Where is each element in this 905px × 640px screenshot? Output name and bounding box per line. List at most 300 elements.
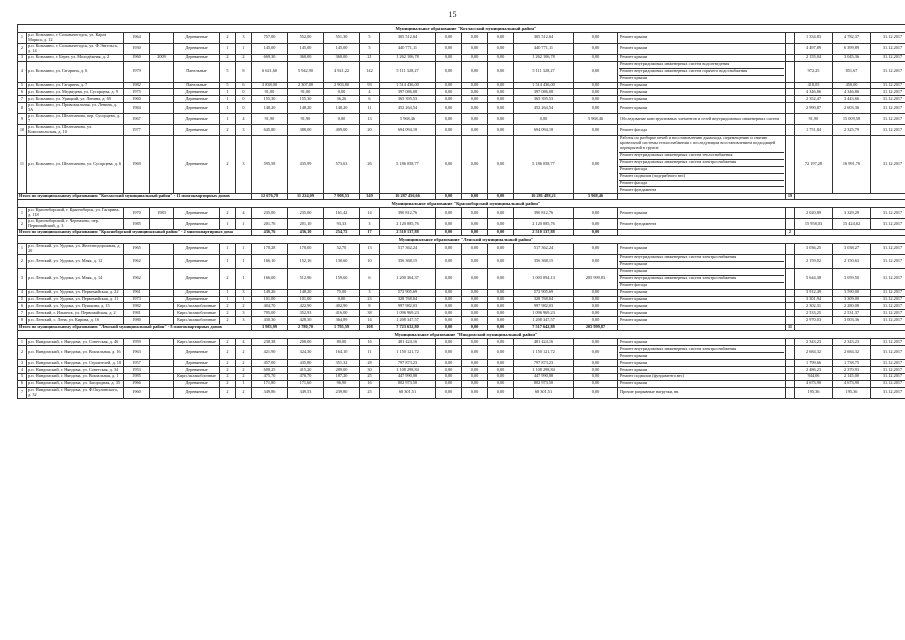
total-cost-cell: 365 395,53 — [380, 96, 436, 103]
specific-cost-cell: 3 912,49 — [795, 289, 833, 296]
owners-funds-cell: 5 111 328,27 — [514, 61, 574, 82]
entrances-cell: 2 — [236, 387, 252, 398]
wall-material-cell: Деревянные — [174, 208, 220, 219]
other-funds-cell: 0,00 — [574, 125, 618, 136]
reconstruction-year-cell — [150, 82, 174, 89]
residents-cell: 23 — [360, 296, 380, 303]
other-funds-cell: 0,00 — [574, 103, 618, 114]
fund-cell: 0,00 — [462, 125, 488, 136]
blank-cell — [786, 43, 795, 54]
work-type-item: Ремонт крыши — [620, 45, 648, 51]
fund-cell: 0,00 — [488, 339, 514, 346]
blank-cell — [786, 387, 795, 398]
total-cost-cell: 2 510 137,88 — [380, 230, 436, 236]
other-funds-cell: 0,00 — [574, 380, 618, 387]
reconstruction-year-cell — [150, 125, 174, 136]
work-types-cell — [618, 103, 786, 114]
entrances-cell: 1 — [236, 268, 252, 289]
residential-area-cell: 4 921,22 — [324, 61, 360, 82]
reconstruction-year-cell: 1983 — [150, 208, 174, 219]
residential-area-cell: 551,30 — [324, 33, 360, 44]
owners-funds-cell: 305 512,64 — [514, 33, 574, 44]
section-title: Муниципальное образование "Красноборский муниципальный район" — [18, 200, 905, 208]
residents-cell: 25 — [360, 387, 380, 398]
completion-date-cell: 31.12.2017 — [871, 114, 905, 125]
floors-cell: 2 — [220, 339, 236, 346]
premises-area-cell: 148,20 — [288, 103, 324, 114]
completion-date-cell: 31.12.2017 — [871, 61, 905, 82]
other-funds-cell: 0,00 — [574, 367, 618, 374]
address-cell: р.п. Ленский, г. Ильинск, ул. Первомайская, д. 2 — [27, 310, 124, 317]
fund-cell: 0,00 — [462, 54, 488, 61]
total-cost-cell: 481 424,16 — [380, 339, 436, 346]
build-year-cell: 1985 — [124, 219, 150, 230]
floors-cell: 5 — [220, 61, 236, 82]
completion-date-cell: 31.12.2017 — [871, 244, 905, 255]
wall-material-cell: Панельные — [174, 61, 220, 82]
fund-cell: 0,00 — [436, 289, 462, 296]
max-cost-cell: 3 309,00 — [833, 296, 871, 303]
residents-cell: 30 — [360, 367, 380, 374]
fund-cell: 0,00 — [436, 346, 462, 360]
table-row — [18, 367, 905, 374]
total-cost-cell: 572 905,69 — [380, 289, 436, 296]
floors-cell: 2 — [220, 380, 236, 387]
specific-cost-cell: 972,25 — [795, 61, 833, 82]
total-area-cell: 166,00 — [252, 268, 288, 289]
wall-material-cell: Деревянные — [174, 114, 220, 125]
work-type-item: Ремонт крыши — [620, 95, 648, 101]
section-header — [18, 200, 905, 208]
residents-cell: 10 — [360, 254, 380, 268]
specific-cost-cell: 15 958,03 — [795, 219, 833, 230]
other-funds-cell: 0,00 — [574, 89, 618, 96]
total-area-cell: 91,00 — [252, 89, 288, 96]
work-type-item: Ремонт крыши — [620, 359, 648, 365]
entrances-cell: 1 — [236, 43, 252, 54]
max-cost-cell: 2 145,00 — [833, 373, 871, 380]
reconstruction-year-cell — [150, 219, 174, 230]
total-cost-cell: 440 771,11 — [380, 43, 436, 54]
fund-cell: 0,00 — [436, 387, 462, 398]
fund-cell: 0,00 — [462, 244, 488, 255]
entrances-cell: 8 — [236, 61, 252, 82]
completion-date-cell: 31.12.2017 — [871, 373, 905, 380]
total-cost-cell: 2 120 085,76 — [380, 219, 436, 230]
other-funds-cell: 0,00 — [574, 96, 618, 103]
specific-cost-cell: 1 799,66 — [795, 360, 833, 367]
owners-funds-cell: 0,00 — [514, 114, 574, 125]
completion-date-cell: 31.12.2017 — [871, 360, 905, 367]
fund-cell: 0,00 — [436, 380, 462, 387]
address-cell: р.п. Ленский, с. Лена, ул. Кирова, д. 16 — [27, 317, 124, 325]
row-number: 10 — [18, 125, 27, 136]
owners-funds-cell: 365 395,53 — [514, 96, 574, 103]
fund-cell: 0,00 — [436, 244, 462, 255]
build-year-cell: 1969 — [124, 135, 150, 193]
other-funds-cell: 0,00 — [574, 33, 618, 44]
reconstruction-year-cell — [150, 380, 174, 387]
reconstruction-year-cell — [150, 89, 174, 96]
blank-cell — [786, 268, 795, 289]
specific-cost-cell: 418,05 — [795, 82, 833, 89]
table-row — [18, 125, 905, 136]
fund-cell: 0,00 — [488, 360, 514, 367]
residential-area-cell: 0,00 — [324, 296, 360, 303]
residential-area-cell: 289,00 — [324, 367, 360, 374]
table-row — [18, 114, 905, 125]
build-year-cell: 1985 — [124, 373, 150, 380]
specific-cost-cell: 2 990,87 — [795, 103, 833, 114]
fund-cell: 0,00 — [462, 219, 488, 230]
blank-cell — [786, 54, 795, 61]
residential-area-cell: 36,26 — [324, 96, 360, 103]
owners-funds-cell: 452 264,54 — [514, 103, 574, 114]
blank-cell — [786, 339, 795, 346]
work-types-cell — [618, 296, 786, 303]
premises-area-cell: 148,20 — [288, 289, 324, 296]
address-cell: р.п. Козьмино, ул. Привокзальная, ул. Ленина, д. 3А — [27, 103, 124, 114]
floors-cell: 1 — [220, 219, 236, 230]
total-area-cell: 171,80 — [252, 380, 288, 387]
row-number: 3 — [18, 360, 27, 367]
floors-cell: 2 — [220, 373, 236, 380]
floors-cell: 2 — [220, 125, 236, 136]
fund-cell: 0,00 — [436, 89, 462, 96]
residential-area-cell: 2 903,80 — [324, 82, 360, 89]
fund-cell: 0,00 — [436, 296, 462, 303]
fund-cell: 0,00 — [488, 43, 514, 54]
address-cell: р.п. Ленский, ул. Урдома, ул. Пушкина, д. 15 — [27, 303, 124, 310]
blank-cell — [786, 219, 795, 230]
fund-cell: 0,00 — [436, 194, 462, 200]
work-types-cell — [618, 54, 786, 61]
premises-area-cell: 152,16 — [288, 254, 324, 268]
row-number: 2 — [18, 346, 27, 360]
residents-cell: 6 — [360, 268, 380, 289]
specific-cost-cell: 4 497,89 — [795, 43, 833, 54]
owners-funds-cell: 356 368,15 — [514, 254, 574, 268]
work-type-item: Ремонт крыши — [620, 261, 648, 267]
fund-cell: 0,00 — [488, 289, 514, 296]
work-type-item: Ремонт крыши — [620, 82, 648, 87]
entrances-cell: 2 — [236, 367, 252, 374]
total-area-cell: 166,10 — [252, 254, 288, 268]
row-number: 8 — [18, 103, 27, 114]
specific-cost-cell: 1 334,83 — [795, 33, 833, 44]
work-type-item: Ремонт фасада — [620, 126, 648, 132]
fund-cell: 0,00 — [488, 89, 514, 96]
fund-cell: 0,00 — [462, 380, 488, 387]
owners-funds-cell: 16 281 488,21 — [514, 194, 574, 200]
fund-cell: 0,00 — [436, 82, 462, 89]
owners-funds-cell: 1 208 347,57 — [514, 317, 574, 325]
work-types-cell — [618, 219, 786, 230]
floors-cell: 1 — [220, 244, 236, 255]
address-cell: р.п. Ленский, ул. Урдома, ул. Железнодорожная, д. 20 — [27, 244, 124, 255]
wall-material-cell: Деревянные — [174, 296, 220, 303]
total-cost-cell: 1 514 436,00 — [380, 82, 436, 89]
address-cell: р.п. Козьмино, г. Сольвычегодск, ул. Карла Маркса, д. 12 — [27, 33, 124, 44]
other-funds-cell: 0,00 — [574, 360, 618, 367]
max-cost-cell: 3 045,36 — [833, 54, 871, 61]
owners-funds-cell: 997 982,03 — [514, 303, 574, 310]
fund-cell: 0,00 — [488, 268, 514, 289]
fund-cell: 0,00 — [462, 360, 488, 367]
fund-cell: 0,00 — [488, 367, 514, 374]
residential-area-cell: 573,63 — [324, 135, 360, 193]
work-type-item: Ремонт крыши — [620, 338, 648, 344]
fund-cell: 0,00 — [436, 33, 462, 44]
entrances-cell: 4 — [236, 339, 252, 346]
owners-funds-cell: 517 362,24 — [514, 244, 574, 255]
specific-cost-cell: 91,90 — [795, 114, 833, 125]
build-year-cell: 1979 — [124, 61, 150, 82]
wall-material-cell: Деревянные — [174, 43, 220, 54]
address-cell: р.п. Няндомский, г. Няндома, ул. Строителей, д. 18 — [27, 360, 124, 367]
wall-material-cell: Кирп./шлакоблочные — [174, 339, 220, 346]
fund-cell: 0,00 — [488, 254, 514, 268]
completion-date-cell: 31.12.2017 — [871, 296, 905, 303]
blank-cell — [786, 135, 795, 193]
fund-cell: 0,00 — [436, 54, 462, 61]
other-funds-cell: 0,00 — [574, 303, 618, 310]
entrances-cell: 6 — [236, 82, 252, 89]
wall-material-cell: Деревянные — [174, 33, 220, 44]
total-area-cell: 795,00 — [252, 310, 288, 317]
reconstruction-year-cell — [150, 339, 174, 346]
total-area-cell: 595,58 — [252, 135, 288, 193]
build-year-cell: 1960 — [124, 54, 150, 61]
entrances-cell: 1 — [236, 380, 252, 387]
specific-cost-cell: 2 155,04 — [795, 54, 833, 61]
fund-cell: 0,00 — [436, 208, 462, 219]
work-type-item: Ремонт крыши — [619, 269, 784, 276]
fund-cell: 0,00 — [488, 310, 514, 317]
entrances-cell: 4 — [236, 114, 252, 125]
other-funds-cell: 0,00 — [574, 244, 618, 255]
max-cost-cell: 3 003,36 — [833, 317, 871, 325]
row-number: 5 — [18, 373, 27, 380]
completion-date-cell: 31.12.2017 — [871, 54, 905, 61]
specific-cost-cell: 2 684,32 — [795, 346, 833, 360]
work-type-item: Ремонт внутридомовых инженерных систем теплоснабжения — [619, 153, 784, 160]
residential-area-cell: 416,00 — [324, 310, 360, 317]
total-cost-cell: 68 301,51 — [380, 387, 436, 398]
wall-material-cell: Деревянные — [174, 244, 220, 255]
row-number: 3 — [18, 54, 27, 61]
total-cost-cell: 328 768,04 — [380, 296, 436, 303]
row-number: 7 — [18, 310, 27, 317]
blank-cell — [786, 125, 795, 136]
total-area-cell: 421,90 — [252, 346, 288, 360]
completion-date-cell: 31.12.2017 — [871, 96, 905, 103]
table-row — [18, 103, 905, 114]
completion-date-cell: 31.12.2017 — [871, 208, 905, 219]
fund-cell: 0,00 — [462, 325, 488, 331]
wall-material-cell: Деревянные — [174, 254, 220, 268]
total-cost-cell: 1 096 969,23 — [380, 310, 436, 317]
build-year-cell: 1962 — [124, 268, 150, 289]
address-cell: р.п. Ленский, ул. Урдома, ул. Первомайская, д. 11 — [27, 296, 124, 303]
premises-area-cell: 171,60 — [288, 380, 324, 387]
total-area-cell: 238,38 — [252, 339, 288, 346]
floors-cell: 1 — [220, 289, 236, 296]
specific-cost-cell: 2 343,23 — [795, 339, 833, 346]
floors-cell: 1 — [220, 103, 236, 114]
work-type-item: Ремонт крыши — [620, 209, 648, 215]
wall-material-cell: Деревянные — [174, 89, 220, 96]
blank-cell — [786, 346, 795, 360]
build-year-cell: 1964 — [124, 33, 150, 44]
owners-funds-cell: 7 517 642,88 — [514, 325, 574, 331]
owners-funds-cell: 68 301,51 — [514, 387, 574, 398]
premises-area-cell: 5 942,90 — [288, 61, 324, 82]
other-funds-cell: 0,00 — [574, 317, 618, 325]
build-year-cell: 1930 — [124, 43, 150, 54]
reconstruction-year-cell — [150, 373, 174, 380]
max-cost-cell: 6 399,89 — [833, 43, 871, 54]
reconstruction-year-cell — [150, 33, 174, 44]
entrances-cell: 2 — [236, 346, 252, 360]
max-cost-cell: 2 370,93 — [833, 367, 871, 374]
fund-cell: 0,00 — [488, 125, 514, 136]
reconstruction-year-cell — [150, 103, 174, 114]
completion-date-cell: 31.12.2017 — [871, 303, 905, 310]
row-number: 2 — [18, 43, 27, 54]
premises-area-cell: 352,93 — [288, 310, 324, 317]
entrances-cell: 3 — [236, 317, 252, 325]
max-cost-cell: 2 531,37 — [833, 310, 871, 317]
build-year-cell: 1963 — [124, 346, 150, 360]
owners-funds-cell: 5 186 058,77 — [514, 135, 574, 193]
blank-cell — [786, 33, 795, 44]
address-cell: р.п. Няндомский, г. Няндома, ул. Вокзальная, д. 16 — [27, 346, 124, 360]
table-row — [18, 310, 905, 317]
specific-cost-cell: 3 036,25 — [795, 244, 833, 255]
work-types-cell — [618, 82, 786, 89]
residents-cell: 38 — [360, 310, 380, 317]
wall-material-cell: Кирп./шлакоблочные — [174, 373, 220, 380]
other-funds-cell: 0,00 — [574, 219, 618, 230]
floors-cell: 2 — [220, 310, 236, 317]
work-type-item: Ремонт фасада — [620, 282, 648, 288]
fund-cell: 0,00 — [462, 96, 488, 103]
wall-material-cell: Деревянные — [174, 367, 220, 374]
owners-funds-cell: 1 514 436,00 — [514, 82, 574, 89]
work-types-cell — [618, 360, 786, 367]
entrances-cell: 3 — [236, 310, 252, 317]
fund-cell: 0,00 — [488, 303, 514, 310]
work-type-item: Ремонт фасада — [619, 181, 784, 188]
blank-cell — [786, 317, 795, 325]
other-funds-cell: 0,00 — [574, 339, 618, 346]
residents-cell: 93 — [360, 82, 380, 89]
work-types-cell — [618, 367, 786, 374]
fund-cell: 0,00 — [488, 296, 514, 303]
table-row — [18, 135, 905, 193]
row-number: 6 — [18, 89, 27, 96]
fund-cell: 0,00 — [436, 373, 462, 380]
premises-area-cell: 388,00 — [288, 125, 324, 136]
total-cost-cell: 452 264,54 — [380, 103, 436, 114]
residents-cell: 17 — [360, 230, 380, 236]
owners-funds-cell: 390 812,76 — [514, 208, 574, 219]
fund-cell: 0,00 — [462, 303, 488, 310]
entrances-cell: 0 — [236, 96, 252, 103]
total-cost-cell: 1 262 106,78 — [380, 54, 436, 61]
build-year-cell: 1957 — [124, 360, 150, 367]
max-cost-cell: 2 343,23 — [833, 339, 871, 346]
residents-cell: 28 — [360, 360, 380, 367]
total-cost-cell: 694 094,18 — [380, 125, 436, 136]
residents-cell: 108 — [360, 325, 380, 331]
other-funds-cell: 0,00 — [574, 61, 618, 82]
wall-material-cell: Деревянные — [174, 54, 220, 61]
specific-cost-cell: 3 301,94 — [795, 296, 833, 303]
max-cost-cell: 2 603,36 — [833, 103, 871, 114]
total-label: Итого по муниципальному образованию "Ленский муниципальный район" - 8 многоквартирных домов — [18, 325, 252, 331]
fund-cell: 0,00 — [462, 43, 488, 54]
completion-date-cell: 31.12.2017 — [871, 82, 905, 89]
row-number: 2 — [18, 219, 27, 230]
floors-cell: 1 — [220, 254, 236, 268]
row-number: 4 — [18, 61, 27, 82]
floors-cell: 1 — [220, 43, 236, 54]
residents-cell: 4 — [360, 89, 380, 96]
completion-date-cell: 31.12.2017 — [871, 317, 905, 325]
wall-material-cell: Деревянные — [174, 387, 220, 398]
residents-cell: 14 — [360, 317, 380, 325]
fund-cell: 0,00 — [462, 367, 488, 374]
premises-area-cell: 360,00 — [288, 54, 324, 61]
residents-cell: 21 — [360, 54, 380, 61]
address-cell: р.п. Ленский, ул. Урдома, ул. Маяк, д. 12 — [27, 254, 124, 268]
work-types-cell — [618, 373, 786, 380]
entrances-cell: 0 — [236, 89, 252, 96]
fund-cell: 0,00 — [462, 194, 488, 200]
completion-date-cell: 31.12.2017 — [871, 310, 905, 317]
reconstruction-year-cell — [150, 367, 174, 374]
total-label: Итого по муниципальному образованию "Котласский муниципальный район" - 11 многоквартирных домов — [18, 194, 252, 200]
work-type-item: Ремонт крыши — [620, 34, 648, 40]
address-cell: р.п. Красноборский, г. Красноборск, ул. Гагарина, д. 118 — [27, 208, 124, 219]
premises-area-cell: 324,30 — [288, 346, 324, 360]
max-cost-cell: 2 325,79 — [833, 125, 871, 136]
address-cell: р.п. Козьмино, ул. Шелепанова, ул. Сусорцева, д. 6 — [27, 135, 124, 193]
fund-cell: 0,00 — [436, 96, 462, 103]
other-funds-cell: 0,00 — [574, 230, 618, 236]
completion-date-cell: 31.12.2017 — [871, 254, 905, 268]
premises-area-cell: 435,99 — [288, 135, 324, 193]
wall-material-cell: Кирп./шлакоблочные — [174, 310, 220, 317]
wall-material-cell: Деревянные — [174, 360, 220, 367]
work-types-cell — [618, 89, 786, 96]
blank-cell — [786, 296, 795, 303]
work-type-item: Ремонт внутридомовых инженерных систем электроснабжения — [619, 160, 784, 167]
fund-cell: 0,00 — [488, 54, 514, 61]
work-types-cell — [618, 125, 786, 136]
owners-funds-cell: 797 873,23 — [514, 360, 574, 367]
total-cost-cell: 1 208 347,57 — [380, 317, 436, 325]
entrances-cell: 2 — [236, 360, 252, 367]
work-type-item: Прочие разрывные нагрузки, вв. — [620, 389, 680, 395]
work-types-cell — [618, 346, 786, 360]
work-types-cell — [618, 317, 786, 325]
residents-cell: 6 — [360, 96, 380, 103]
reconstruction-year-cell — [150, 303, 174, 310]
max-cost-cell: 3 038,27 — [833, 244, 871, 255]
